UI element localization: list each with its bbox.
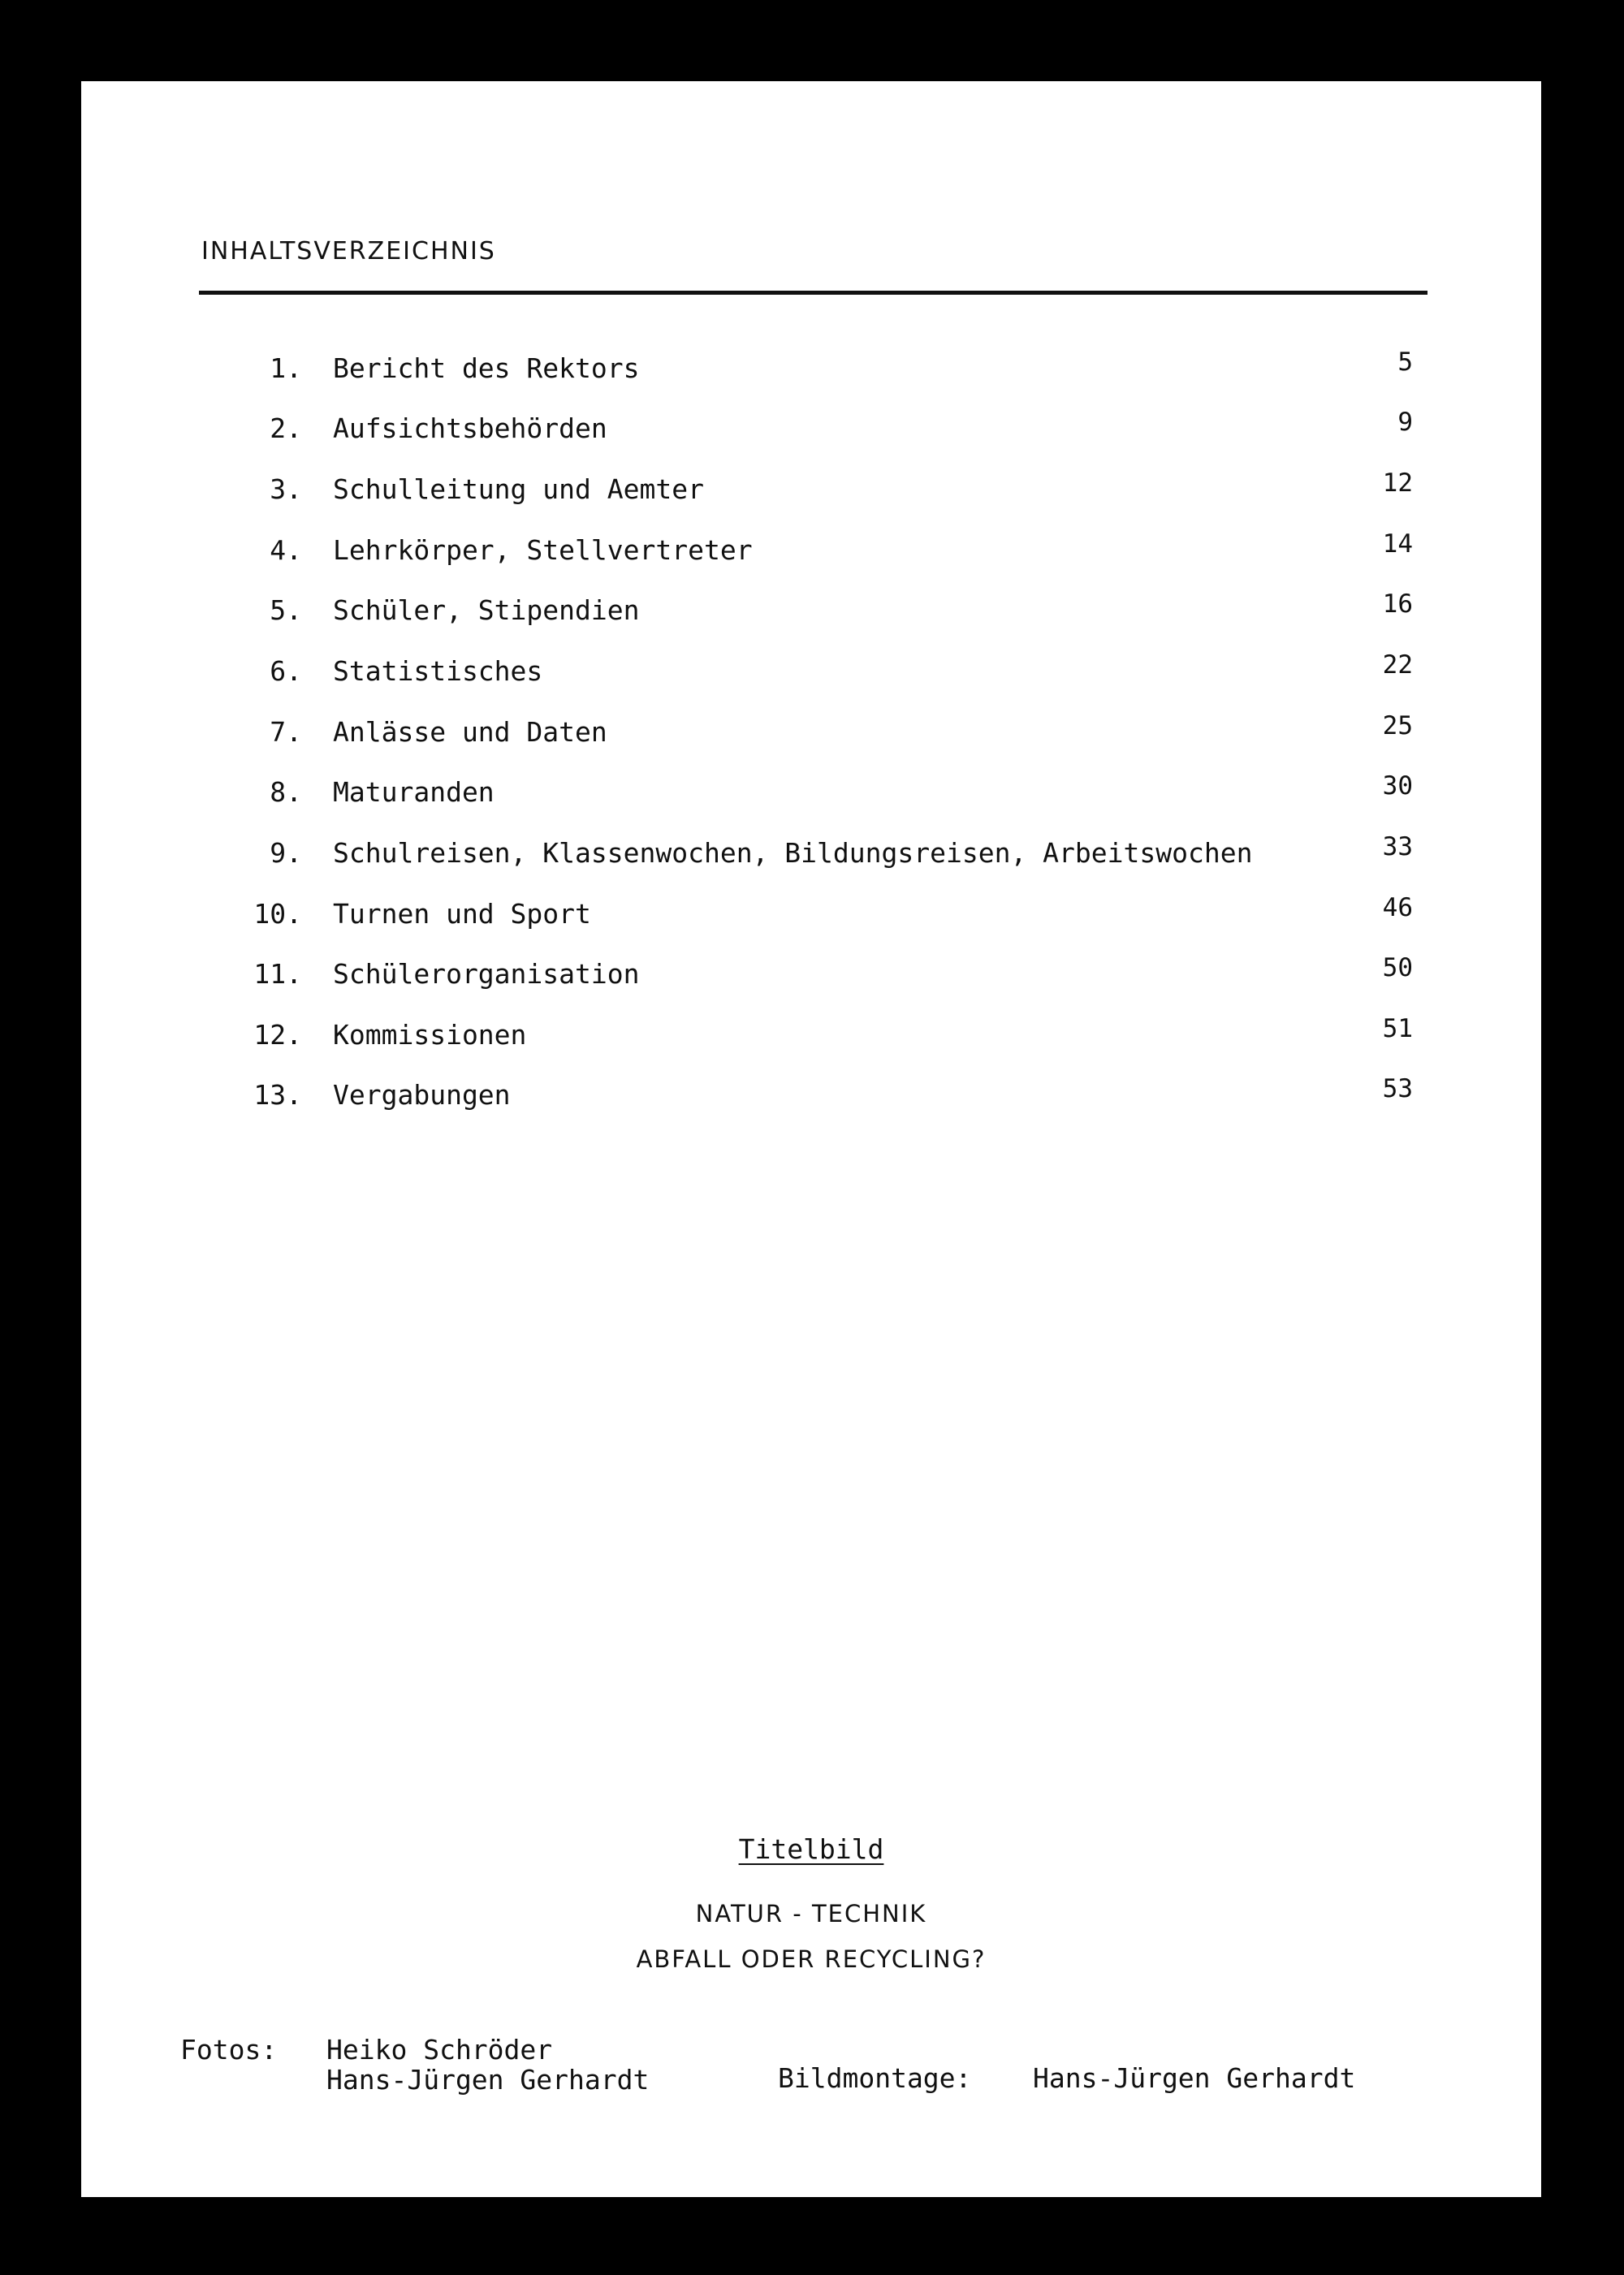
toc-entry-number: 1. — [270, 352, 302, 384]
toc-entry — [179, 1074, 1478, 1120]
toc-entry-number: 11. — [253, 958, 302, 990]
toc-entry — [179, 650, 1478, 696]
heading-rule — [199, 291, 1427, 295]
toc-entry-title: Kommissionen — [333, 1019, 527, 1051]
toc-entry — [179, 711, 1478, 757]
toc-entry-title: Bericht des Rektors — [333, 352, 640, 384]
montage-label: Bildmontage: — [778, 2062, 972, 2094]
toc-entry-page: 30 — [1382, 771, 1413, 801]
cover-image-title: Titelbild — [738, 1833, 884, 1865]
toc-entry-page: 5 — [1397, 348, 1413, 377]
photographer-name: Heiko Schröder — [326, 2034, 553, 2066]
toc-entry-title: Schulreisen, Klassenwochen, Bildungsreisen, Arbeitswochen — [333, 837, 1253, 869]
toc-entry-number: 2. — [270, 412, 302, 444]
toc-entry-title: Turnen und Sport — [333, 898, 591, 930]
toc-entry-number: 13. — [253, 1079, 302, 1111]
photographer-name: Hans-Jürgen Gerhardt — [326, 2064, 650, 2096]
toc-entry — [179, 408, 1478, 453]
toc-entry-page: 50 — [1382, 953, 1413, 982]
toc-entry-number: 6. — [270, 655, 302, 687]
toc-entry — [179, 771, 1478, 817]
cover-caption-line-2: ABFALL ODER RECYCLING? — [636, 1945, 987, 1973]
toc-entry — [179, 348, 1478, 393]
toc-entry-number: 10. — [253, 898, 302, 930]
toc-entry-number: 9. — [270, 837, 302, 869]
toc-entry-number: 3. — [270, 473, 302, 505]
toc-entry-page: 22 — [1382, 650, 1413, 680]
toc-entry-title: Aufsichtsbehörden — [333, 412, 607, 444]
montage-author-name: Hans-Jürgen Gerhardt — [1033, 2062, 1356, 2094]
toc-entry-page: 51 — [1382, 1014, 1413, 1043]
cover-caption-line-1: NATUR - TECHNIK — [695, 1900, 927, 1927]
toc-entry-title: Statistisches — [333, 655, 543, 687]
toc-entry-page: 46 — [1382, 893, 1413, 922]
toc-entry-page: 14 — [1382, 529, 1413, 559]
toc-entry-title: Lehrkörper, Stellvertreter — [333, 534, 753, 566]
toc-entry-title: Maturanden — [333, 776, 495, 808]
toc-entry-number: 8. — [270, 776, 302, 808]
toc-entry-page: 53 — [1382, 1074, 1413, 1103]
toc-entry — [179, 893, 1478, 939]
document-page — [81, 81, 1541, 2197]
toc-entry-number: 7. — [270, 716, 302, 748]
toc-entry — [179, 953, 1478, 999]
toc-entry-page: 33 — [1382, 832, 1413, 861]
photos-label: Fotos: — [180, 2034, 278, 2066]
toc-entry-page: 16 — [1382, 589, 1413, 619]
toc-entry — [179, 529, 1478, 575]
toc-heading: INHALTSVERZEICHNIS — [201, 237, 496, 265]
toc-entry-title: Schulleitung und Aemter — [333, 473, 704, 505]
toc-entry-title: Schüler, Stipendien — [333, 594, 640, 626]
toc-entry — [179, 832, 1478, 878]
toc-entry-number: 4. — [270, 534, 302, 566]
toc-entry — [179, 468, 1478, 514]
toc-entry-page: 9 — [1397, 408, 1413, 437]
toc-entry-title: Schülerorganisation — [333, 958, 640, 990]
toc-entry-title: Anlässe und Daten — [333, 716, 607, 748]
toc-entry-number: 12. — [253, 1019, 302, 1051]
toc-entry — [179, 1014, 1478, 1060]
toc-entry-number: 5. — [270, 594, 302, 626]
toc-entry-page: 12 — [1382, 468, 1413, 498]
toc-entry — [179, 589, 1478, 635]
toc-entry-title: Vergabungen — [333, 1079, 511, 1111]
toc-entry-page: 25 — [1382, 711, 1413, 740]
